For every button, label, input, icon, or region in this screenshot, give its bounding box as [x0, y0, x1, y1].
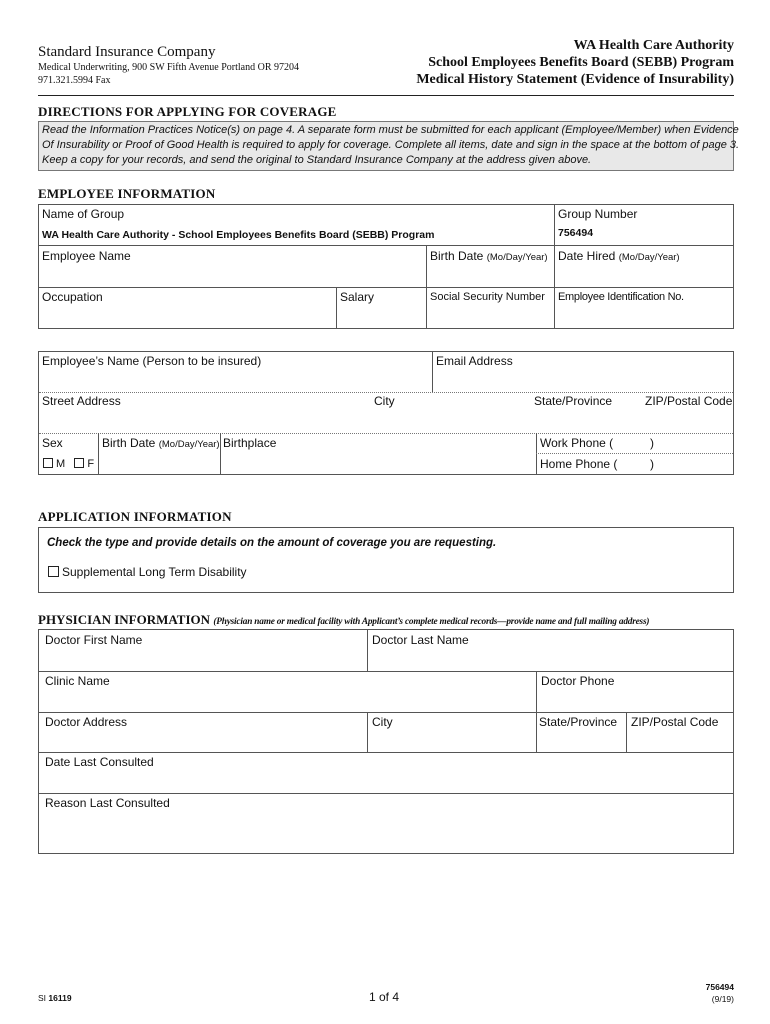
doctor-phone-label: Doctor Phone — [541, 674, 615, 688]
form-number-value: 16119 — [48, 993, 72, 1003]
ltd-label: Supplemental Long Term Disability — [62, 565, 247, 579]
birth-date-hint: (Mo/Day/Year) — [486, 252, 548, 263]
directions-box — [38, 121, 740, 171]
company-address: Medical Underwriting, 900 SW Fifth Avenue Portland OR 97204 — [38, 62, 299, 73]
doctor-address-label: Doctor Address — [45, 715, 128, 729]
date-last-consulted-label: Date Last Consulted — [45, 755, 154, 769]
company-fax: 971.321.5994 Fax — [38, 75, 111, 86]
zip-label: ZIP/Postal Code — [645, 394, 733, 408]
insured-birth-date-text: Birth Date — [102, 436, 156, 450]
name-of-group-label: Name of Group — [42, 207, 125, 221]
application-option-ltd — [48, 565, 247, 579]
date-hired-hint: (Mo/Day/Year) — [618, 252, 680, 263]
group-number-label: Group Number — [558, 207, 638, 221]
directions-line2: Of Insurability or Proof of Good Health is required to apply for coverage. Complete all items, date and sign in the space at the bottom of page 3. — [42, 139, 740, 151]
doctor-state-label: State/Province — [539, 715, 618, 729]
insured-birth-date-label — [102, 436, 220, 450]
header-divider — [38, 95, 734, 96]
sex-label: Sex — [42, 436, 63, 450]
insured-info-box — [38, 351, 734, 475]
footer-date: (9/19) — [711, 994, 734, 1004]
sex-f-checkbox[interactable] — [74, 458, 84, 468]
occupation-label: Occupation — [42, 290, 103, 304]
doctor-first-name-label: Doctor First Name — [45, 633, 143, 647]
state-label: State/Province — [534, 394, 613, 408]
salary-label: Salary — [340, 290, 375, 304]
physician-info-heading: PHYSICIAN INFORMATION — [38, 612, 211, 627]
application-instruction: Check the type and provide details on the amount of coverage you are requesting. — [47, 537, 497, 549]
birthplace-label: Birthplace — [223, 436, 277, 450]
reason-last-consulted-label: Reason Last Consulted — [45, 796, 170, 810]
insured-name-label: Employee’s Name (Person to be insured) — [42, 354, 262, 368]
physician-info-subheading: (Physician name or medical facility with Applicant’s complete medical records—provide name and full mailing address) — [213, 617, 650, 627]
form-title-line1: WA Health Care Authority — [573, 38, 734, 53]
ssn-label: Social Security Number — [430, 291, 545, 303]
footer-code: 756494 — [705, 982, 734, 992]
city-label: City — [374, 394, 395, 408]
group-number-value: 756494 — [558, 227, 594, 239]
name-of-group-value: WA Health Care Authority - School Employees Benefits Board (SEBB) Program — [42, 229, 435, 241]
employee-id-label: Employee Identification No. — [558, 291, 684, 303]
doctor-last-name-label: Doctor Last Name — [372, 633, 469, 647]
date-hired-label — [558, 249, 680, 263]
birth-date-label — [430, 249, 548, 263]
directions-line1: Read the Information Practices Notice(s) on page 4. A separate form must be submitted for each applicant (Employee/Member) when Evidence — [42, 124, 739, 136]
employee-name-label: Employee Name — [42, 249, 131, 263]
clinic-name-label: Clinic Name — [45, 674, 110, 688]
form-title-line3: Medical History Statement (Evidence of Insurability) — [416, 72, 734, 87]
form-number — [38, 993, 72, 1003]
date-hired-text: Date Hired — [558, 249, 616, 263]
sex-options — [43, 458, 94, 470]
street-address-label: Street Address — [42, 394, 121, 408]
directions-line3: Keep a copy for your records, and send the original to Standard Insurance Company at the address given above. — [42, 154, 592, 166]
page-number: 1 of 4 — [369, 990, 400, 1004]
insured-birth-date-hint: (Mo/Day/Year) — [158, 439, 220, 450]
work-phone-close: ) — [650, 436, 654, 450]
sex-m-checkbox[interactable] — [43, 458, 53, 468]
company-name: Standard Insurance Company — [38, 44, 216, 60]
email-label: Email Address — [436, 354, 513, 368]
doctor-city-label: City — [372, 715, 393, 729]
application-info-heading: APPLICATION INFORMATION — [38, 509, 232, 524]
form-number-prefix: SI — [38, 993, 47, 1003]
employee-info-heading: EMPLOYEE INFORMATION — [38, 186, 216, 201]
physician-info-box — [38, 629, 734, 854]
directions-heading: DIRECTIONS FOR APPLYING FOR COVERAGE — [38, 104, 337, 119]
sex-m-label: M — [56, 458, 66, 470]
employee-info-box — [38, 204, 734, 329]
physician-heading-row — [38, 612, 649, 628]
sex-f-label: F — [87, 458, 95, 470]
ltd-checkbox[interactable] — [48, 566, 59, 577]
birth-date-text: Birth Date — [430, 249, 484, 263]
form-title-line2: School Employees Benefits Board (SEBB) Program — [428, 55, 734, 70]
work-phone-label: Work Phone ( — [540, 436, 614, 450]
home-phone-label: Home Phone ( — [540, 457, 618, 471]
doctor-zip-label: ZIP/Postal Code — [631, 715, 719, 729]
application-info-box — [38, 527, 734, 593]
home-phone-close: ) — [650, 457, 654, 471]
